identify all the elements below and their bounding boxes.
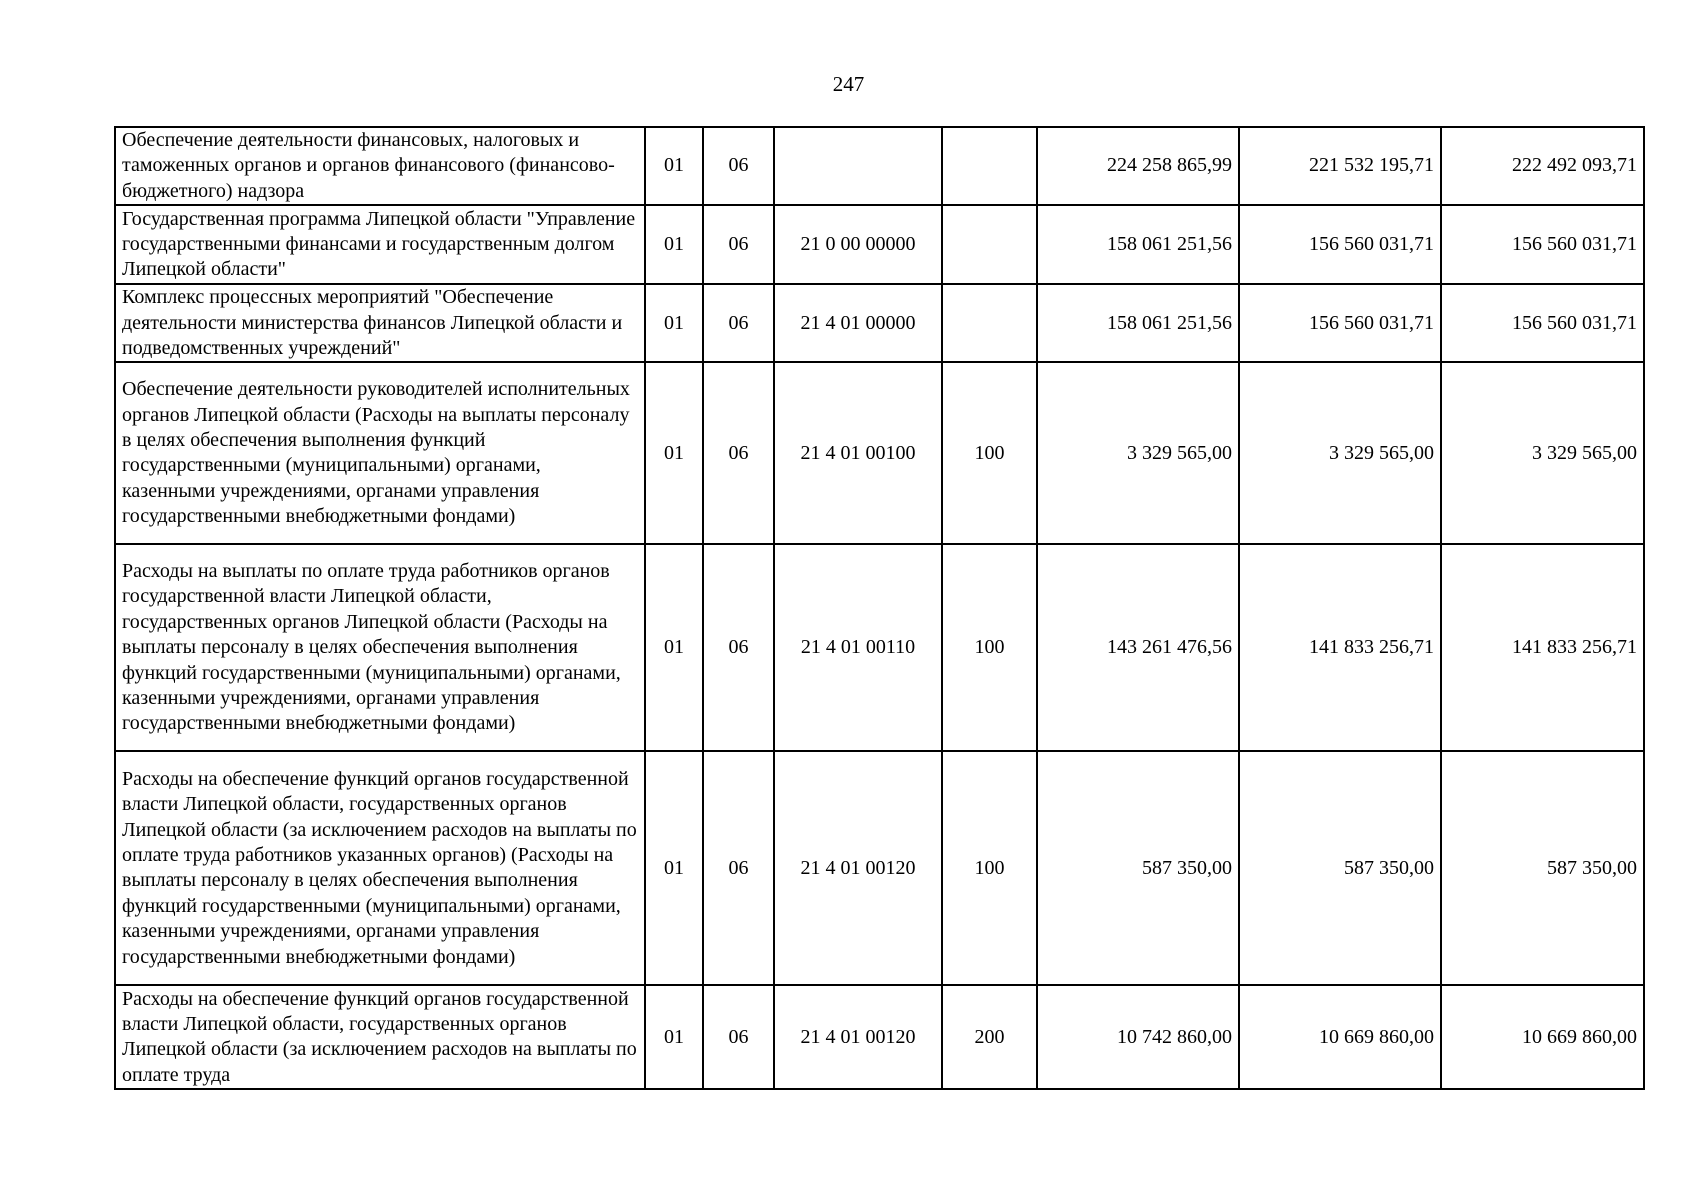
section-code-cell: 01: [645, 544, 703, 751]
amount-year-2-cell: 156 560 031,71: [1239, 205, 1441, 284]
section-code-cell: 01: [645, 985, 703, 1089]
expense-type-cell: 100: [942, 544, 1037, 751]
expense-type-cell: [942, 127, 1037, 205]
amount-year-3-cell: 222 492 093,71: [1441, 127, 1644, 205]
expense-name-cell: Обеспечение деятельности руководителей исполнительных органов Липецкой области (Расходы на выплаты персоналу в целях обеспечения выполнения функций государственными (муниципальными) органами, казенными учреждениями, органами управления государственными внебюджетными фондами): [115, 362, 645, 544]
expense-name-cell: Комплекс процессных мероприятий "Обеспечение деятельности министерства финансов Липецкой области и подведомственных учреждений": [115, 284, 645, 362]
target-article-cell: 21 0 00 00000: [774, 205, 942, 284]
amount-year-2-cell: 587 350,00: [1239, 751, 1441, 985]
amount-year-3-cell: 156 560 031,71: [1441, 205, 1644, 284]
subsection-code-cell: 06: [703, 362, 774, 544]
amount-year-2-cell: 156 560 031,71: [1239, 284, 1441, 362]
amount-year-3-cell: 141 833 256,71: [1441, 544, 1644, 751]
subsection-code-cell: 06: [703, 284, 774, 362]
section-code-cell: 01: [645, 205, 703, 284]
target-article-cell: 21 4 01 00110: [774, 544, 942, 751]
amount-year-3-cell: 3 329 565,00: [1441, 362, 1644, 544]
section-code-cell: 01: [645, 284, 703, 362]
amount-year-1-cell: 3 329 565,00: [1037, 362, 1239, 544]
section-code-cell: 01: [645, 751, 703, 985]
subsection-code-cell: 06: [703, 544, 774, 751]
expense-type-cell: [942, 284, 1037, 362]
target-article-cell: 21 4 01 00100: [774, 362, 942, 544]
subsection-code-cell: 06: [703, 127, 774, 205]
amount-year-2-cell: 3 329 565,00: [1239, 362, 1441, 544]
table-row: [115, 362, 1644, 544]
amount-year-1-cell: 10 742 860,00: [1037, 985, 1239, 1089]
expense-type-cell: 200: [942, 985, 1037, 1089]
section-code-cell: 01: [645, 362, 703, 544]
expense-type-cell: 100: [942, 362, 1037, 544]
table-row: [115, 127, 1644, 205]
amount-year-2-cell: 10 669 860,00: [1239, 985, 1441, 1089]
amount-year-1-cell: 587 350,00: [1037, 751, 1239, 985]
subsection-code-cell: 06: [703, 205, 774, 284]
amount-year-1-cell: 158 061 251,56: [1037, 284, 1239, 362]
expense-name-cell: Расходы на обеспечение функций органов государственной власти Липецкой области, государственных органов Липецкой области (за исключением расходов на выплаты по оплате труда: [115, 985, 645, 1089]
amount-year-3-cell: 10 669 860,00: [1441, 985, 1644, 1089]
amount-year-3-cell: 587 350,00: [1441, 751, 1644, 985]
amount-year-3-cell: 156 560 031,71: [1441, 284, 1644, 362]
budget-table: [114, 126, 1645, 1090]
target-article-cell: 21 4 01 00120: [774, 985, 942, 1089]
page-number: 247: [832, 72, 865, 96]
section-code-cell: 01: [645, 127, 703, 205]
amount-year-1-cell: 158 061 251,56: [1037, 205, 1239, 284]
target-article-cell: 21 4 01 00000: [774, 284, 942, 362]
table-row: [115, 205, 1644, 284]
expense-name-cell: Расходы на обеспечение функций органов государственной власти Липецкой области, государственных органов Липецкой области (за исключением расходов на выплаты по оплате труда работников указанных органов) (Расходы на выплаты персоналу в целях обеспечения выполнения функций государственными (муниципальными) органами, казенными учреждениями, органами управления государственными внебюджетными фондами): [115, 751, 645, 985]
expense-type-cell: 100: [942, 751, 1037, 985]
amount-year-2-cell: 221 532 195,71: [1239, 127, 1441, 205]
table-row: [115, 751, 1644, 985]
amount-year-2-cell: 141 833 256,71: [1239, 544, 1441, 751]
subsection-code-cell: 06: [703, 751, 774, 985]
expense-type-cell: [942, 205, 1037, 284]
target-article-cell: 21 4 01 00120: [774, 751, 942, 985]
table-row: [115, 544, 1644, 751]
table-row: [115, 284, 1644, 362]
table-row: [115, 985, 1644, 1089]
expense-name-cell: Государственная программа Липецкой области "Управление государственными финансами и государственным долгом Липецкой области": [115, 205, 645, 284]
target-article-cell: [774, 127, 942, 205]
amount-year-1-cell: 143 261 476,56: [1037, 544, 1239, 751]
expense-name-cell: Обеспечение деятельности финансовых, налоговых и таможенных органов и органов финансового (финансово-бюджетного) надзора: [115, 127, 645, 205]
expense-name-cell: Расходы на выплаты по оплате труда работников органов государственной власти Липецкой области, государственных органов Липецкой области (Расходы на выплаты персоналу в целях обеспечения выполнения функций государственными (муниципальными) органами, казенными учреждениями, органами управления государственными внебюджетными фондами): [115, 544, 645, 751]
amount-year-1-cell: 224 258 865,99: [1037, 127, 1239, 205]
subsection-code-cell: 06: [703, 985, 774, 1089]
